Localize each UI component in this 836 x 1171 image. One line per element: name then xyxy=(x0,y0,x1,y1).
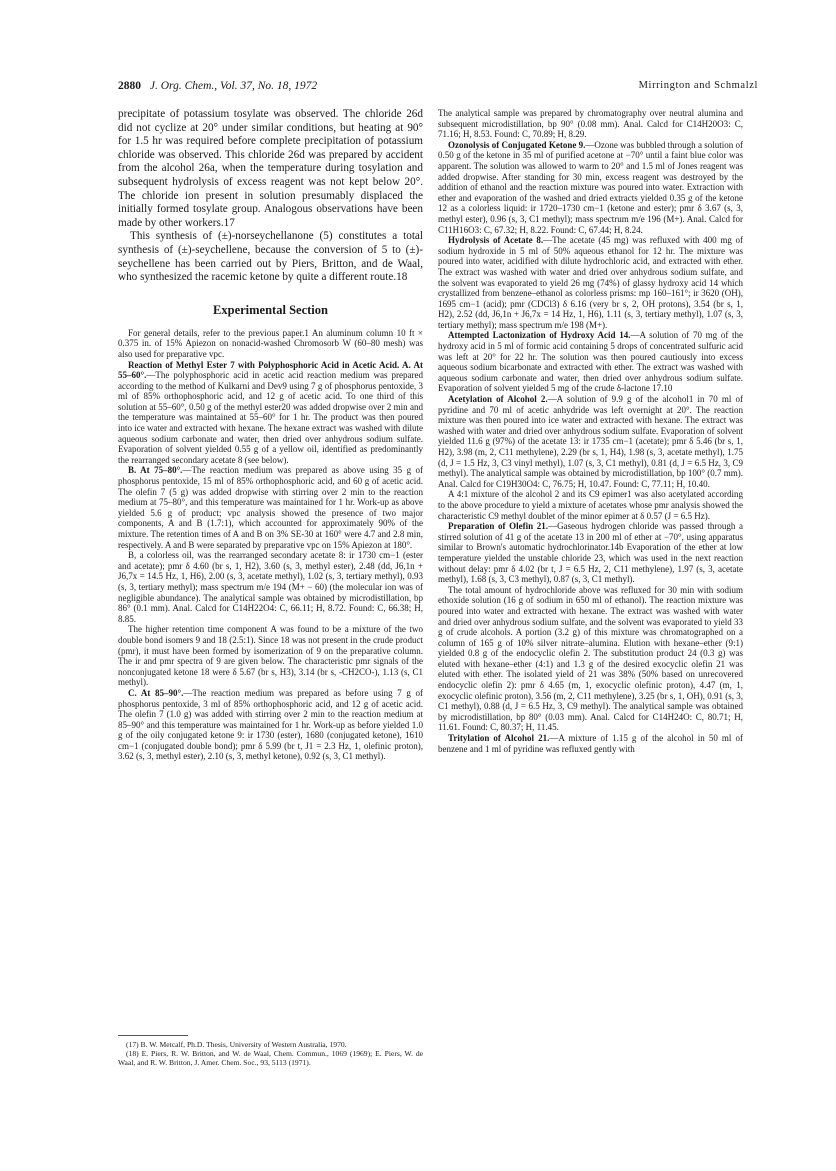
procedure-body: —A solution of 70 mg of the hydroxy acid in 5 ml of formic acid containing 5 drops of concentrated sulfuric acid was left at 20° for 22 hr. The solution was then poured cautiously into excess aqueous sodium bicarbonate and extracted with ether. The extract was washed with aqueous sodium carbonate and water, then dried over anhydrous sodium sulfate. Evaporation of solvent yielded 5 mg of the crude δ-lactone 17.10 xyxy=(438,330,743,394)
procedure-body: —Ozone was bubbled through a solution of 0.50 g of the ketone in 35 ml of purified acetone at −70° until a faint blue color was apparent. The solution was allowed to warm to 20° and 1.5 ml of Jones reagent was added dropwise. After standing for 30 min, excess reagent was destroyed by the addition of ethanol and the reaction mixture was poured into water. Extraction with ether and evaporation of the washed and dried extracts yielded 0.35 g of the ketone 12 as a colorless liquid: ir 1720–1730 cm−1 (ketone and ester); pmr δ 3.67 (s, 3, methyl ester), 0.96 (s, 3, C1 methyl); mass spectrum m/e 196 (M+). Anal. Calcd for C11H16O3: C, 67.32; H, 8.22. Found: C, 67.44; H, 8.24. xyxy=(438,139,743,235)
footnote: (18) E. Piers, R. W. Britton, and W. de Waal, Chem. Commun., 1069 (1969); E. Piers, W. de Waal, and R. W. Britton, J. Amer. Chem. Soc., 93, 5113 (1971). xyxy=(118,1049,423,1067)
left-column xyxy=(118,108,423,762)
procedure-body: —The polyphosphoric acid in acetic acid reaction medium was prepared according to the method of Kulkarni and Dev9 using 7 g of phosphorus pentoxide, 3 ml of 85% orthophosphoric acid, and 12 g of acetic acid. To one third of this solution at 55–60°, 0.50 g of the methyl ester20 was added dropwise over 2 min and the temperature was maintained at 55–60° for 1 hr. The product was then poured into ice water and extracted with hexane. The hexane extract was washed with dilute aqueous sodium carbonate and water, then dried over anhydrous sodium sulfate. Evaporation of solvent yielded 0.55 g of a yellow oil, identified as predominantly the rearranged secondary acetate 8 (see below). xyxy=(118,370,423,465)
experimental-paragraph: B, a colorless oil, was the rearranged secondary acetate 8: ir 1730 cm−1 (ester and acetate); pmr δ 4.60 (br s, 1, H2), 3.60 (s, 3, methyl ester), 2.48 (dd, J6,1n + J6,7x = 14.5 Hz, 1, H6), 2.00 (s, 3, acetate methyl), 1.02 (s, 3, tertiary methyl), 0.93 (s, 3, tertiary methyl); mass spectrum m/e 194 (M+ − 60) (the molecular ion was of negligible abundance). The analytical sample was obtained by microdistillation, bp 86° (0.1 mm). Anal. Calcd for C14H22O4: C, 66.11; H, 8.72. Found: C, 66.38; H, 8.85. xyxy=(118,550,423,624)
procedure-heading: C. At 85–90°. xyxy=(128,687,184,698)
experimental-paragraph xyxy=(438,235,743,330)
page-header xyxy=(118,80,758,98)
page-number: 2880 xyxy=(118,80,141,92)
procedure-heading: Ozonolysis of Conjugated Ketone 9. xyxy=(448,139,586,150)
experimental-paragraph: A 4:1 mixture of the alcohol 2 and its C9 epimer1 was also acetylated according to the above procedure to yield a mixture of acetates whose pmr analysis showed the characteristic C9 methyl doublet of the minor epimer at δ 0.57 (J = 6.5 Hz). xyxy=(438,489,743,521)
experimental-paragraph xyxy=(118,360,423,466)
procedure-heading: Reaction of Methyl Ester 7 with Polyphosphoric Acid in Acetic Acid. A. At 55–60°. xyxy=(118,359,423,381)
procedure-body: —A solution of 9.9 g of the alcohol1 in 70 ml of pyridine and 70 ml of acetic anhydride was left overnight at 20°. The reaction mixture was then poured into ice water and extracted with hexane. The extract was washed with water and dried over anhydrous sodium sulfate. Evaporation of solvent yielded 11.6 g (97%) of the acetate 13: ir 1735 cm−1 (acetate); pmr δ 5.46 (br s, 1, H2), 3.98 (m, 2, C11 methylene), 2.29 (br s, 1, H4), 1.98 (s, 3, acetate methyl), 1.75 (d, J = 1.5 Hz, 3, C3 vinyl methyl), 1.07 (s, 3, C1 methyl), 0.81 (d, J = 6.5 Hz, 3, C9 methyl). The analytical sample was obtained by microdistillation, bp 100° (0.7 mm). Anal. Calcd for C19H30O4: C, 76.75; H, 10.47. Found: C, 77.11; H, 10.40. xyxy=(438,394,743,489)
footnote: (17) B. W. Metcalf, Ph.D. Thesis, University of Western Australia, 1970. xyxy=(126,1040,347,1049)
procedure-heading: Preparation of Olefin 21. xyxy=(448,521,549,532)
procedure-body: —The reaction medium was prepared as before using 7 g of phosphorus pentoxide, 3 ml of 85% orthophosphoric acid, and 12 g of acetic acid. The olefin 7 (1.0 g) was added with stirring over 2 min to the reaction medium at 85–90° and this temperature was maintained for 1 hr. Work-up as before yielded 1.0 g of the oily conjugated ketone 9: ir 1730 (ester), 1680 (conjugated ketone), 1610 cm−1 (conjugated double bond); pmr δ 5.99 (br t, J1 = 2.3 Hz, 1, olefinic proton), 3.62 (s, 3, methyl ester), 2.10 (s, 3, methyl ketone), 0.92 (s, 3, C1 methyl). xyxy=(118,687,423,762)
experimental-paragraph: The higher retention time component A was found to be a mixture of the two double bond isomers 9 and 18 (2.5:1). Since 18 was not present in the crude product (pmr), it must have been formed by isomerization of 9 on the preparative column. The ir and pmr spectra of 9 are given below. The characteristic pmr signals of the nonconjugated ketone 18 were δ 5.67 (br s, H3), 3.14 (br s, -CH2CO-), 1.13 (s, C1 methyl). xyxy=(118,624,423,688)
experimental-paragraph: The analytical sample was prepared by chromatography over neutral alumina and subsequent microdistillation, bp 90° (0.08 mm). Anal. Calcd for C14H20O3: C, 71.16; H, 8.53. Found: C, 70.89; H, 8.29. xyxy=(438,108,743,140)
procedure-heading: Tritylation of Alcohol 21. xyxy=(448,733,550,744)
experimental-paragraph xyxy=(438,330,743,394)
procedure-heading: B. At 75–80°. xyxy=(128,465,183,476)
journal-citation: J. Org. Chem., Vol. 37, No. 18, 1972 xyxy=(149,80,318,92)
experimental-paragraph: The total amount of hydrochloride above was refluxed for 30 min with sodium ethoxide solution (16 g of sodium in 650 ml of ethanol). The reaction mixture was poured into water and extracted with hexane. The extract was washed with water and dried over anhydrous sodium sulfate, and the solvent was evaporated to yield 33 g of crude alcohols. A portion (3.2 g) of this mixture was chromatographed on a column of 165 g of 10% silver nitrate–alumina. Elution with hexane–ether (9:1) yielded 0.8 g of the endocyclic olefin 2. The substitution product 24 (0.3 g) was eluted with hexane–ether (4:1) and 1.3 g of the desired exocyclic olefin 21 was eluted with ether. The isolated yield of 21 was 38% (50% based on unrecovered endocyclic olefin 2): pmr δ 4.65 (m, 1, exocyclic olefinic proton), 4.47 (m, 1, exocyclic olefinic proton), 3.56 (m, 2, C11 methylene), 3.25 (br s, 1, OH), 0.91 (s, 3, C1 methyl), 0.88 (d, J = 6.5 Hz, 3, C9 methyl). The analytical sample was obtained by microdistillation, bp 80° (0.03 mm). Anal. Calcd for C14H24O: C, 80.71; H, 11.61. Found: C, 80.37; H, 11.45. xyxy=(438,584,743,733)
running-authors: Mirrington and Schmalzl xyxy=(638,80,758,91)
footnote-rule xyxy=(118,1035,188,1036)
header-left xyxy=(118,80,317,92)
procedure-heading: Attempted Lactonization of Hydroxy Acid 14. xyxy=(448,330,631,341)
procedure-body: —A mixture of 1.15 g of the alcohol in 50 ml of benzene and 1 ml of pyridine was refluxed gently with xyxy=(438,733,743,754)
experimental-paragraph xyxy=(438,733,743,754)
procedure-body: —The reaction medium was prepared as above using 35 g of phosphorus pentoxide, 15 ml of 85% orthophosphoric acid, and 60 g of acetic acid. The olefin 7 (5 g) was added dropwise with stirring over 2 min to the reaction medium at 75–80°, and this temperature was maintained for 1 hr. Work-up as above yielded 5.6 g of product; vpc analysis showed the presence of two major components, A and B (1.7:1), which accounted for approximately 90% of the mixture. The retention times of A and B on 3% SE-30 at 160° were 4.7 and 2.8 min, respectively. A and B were separated by preparative vpc on 15% Apiezon at 180°. xyxy=(118,465,423,550)
experimental-paragraph xyxy=(438,521,743,585)
footnotes xyxy=(118,1035,423,1067)
experimental-paragraph xyxy=(118,465,423,550)
body-paragraph: precipitate of potassium tosylate was observed. The chloride 26d did not cyclize at 20° under similar conditions, but heating at 90° for 1.5 hr was required before complete precipitation of potassium chloride was observed. This chloride 26d was prepared by accident from the alcohol 26a, when the temperature during tosylation and subsequent hydrolysis of excess reagent was not kept below 20°. The chloride ion present in solution presumably displaced the initially formed tosylate group. Analogous observations have been made by other workers.17 xyxy=(118,108,423,229)
section-title: Experimental Section xyxy=(213,302,328,317)
procedure-body: —Gaseous hydrogen chloride was passed through a stirred solution of 41 g of the acetate 13 in 200 ml of ether at −70°, using apparatus similar to Brown's automatic hydrochlorinator.14b Evaporation of the ether at low temperature yielded the unstable chloride 23, which was used in the next reaction without delay: pmr δ 4.02 (br t, J = 6.5 Hz, 2, C11 methylene), 1.97 (s, 3, acetate methyl), 1.68 (s, 3, C3 methyl), 0.87 (s, 3, C1 methyl). xyxy=(438,521,743,585)
body-paragraph: This synthesis of (±)-norseychellanone (5) constitutes a total synthesis of (±)-seychellene, because the conversion of 5 to (±)-seychellene has been carried out by Piers, Britton, and de Waal, who synthesized the racemic ketone by quite a different route.18 xyxy=(118,230,423,284)
procedure-body: —The acetate (45 mg) was refluxed with 400 mg of sodium hydroxide in 5 ml of 50% aqueous ethanol for 12 hr. The mixture was poured into water, acidified with dilute hydrochloric acid, and extracted with ether. The extract was washed with water and dried over anhydrous sodium sulfate, and the solvent was evaporated to yield 26 mg (74%) of glassy hydroxy acid 14 which crystallized from benzene–ethanol as colorless prisms: mp 160–161°; ir 3620 (OH), 1695 cm−1 (acid); pmr (CDCl3) δ 6.16 (very br s, 2, OH protons), 3.54 (br s, 1, H2), 2.52 (dd, J6,1n + J6,7x = 14 Hz, 1, H6), 1.11 (s, 3, tertiary methyl), 1.07 (s, 3, tertiary methyl); mass spectrum m/e 198 (M+). xyxy=(438,235,743,330)
experimental-paragraph xyxy=(438,394,743,489)
procedure-heading: Hydrolysis of Acetate 8. xyxy=(448,235,544,246)
experimental-paragraph xyxy=(118,688,423,762)
experimental-paragraph: For general details, refer to the previous paper.1 An aluminum column 10 ft × 0.375 in. of 15% Apiezon on nonacid-washed Chromosorb W (60–80 mesh) was also used for preparative vpc. xyxy=(118,327,423,359)
experimental-paragraph xyxy=(438,140,743,235)
procedure-heading: Acetylation of Alcohol 2. xyxy=(448,394,548,405)
right-column xyxy=(438,108,743,754)
